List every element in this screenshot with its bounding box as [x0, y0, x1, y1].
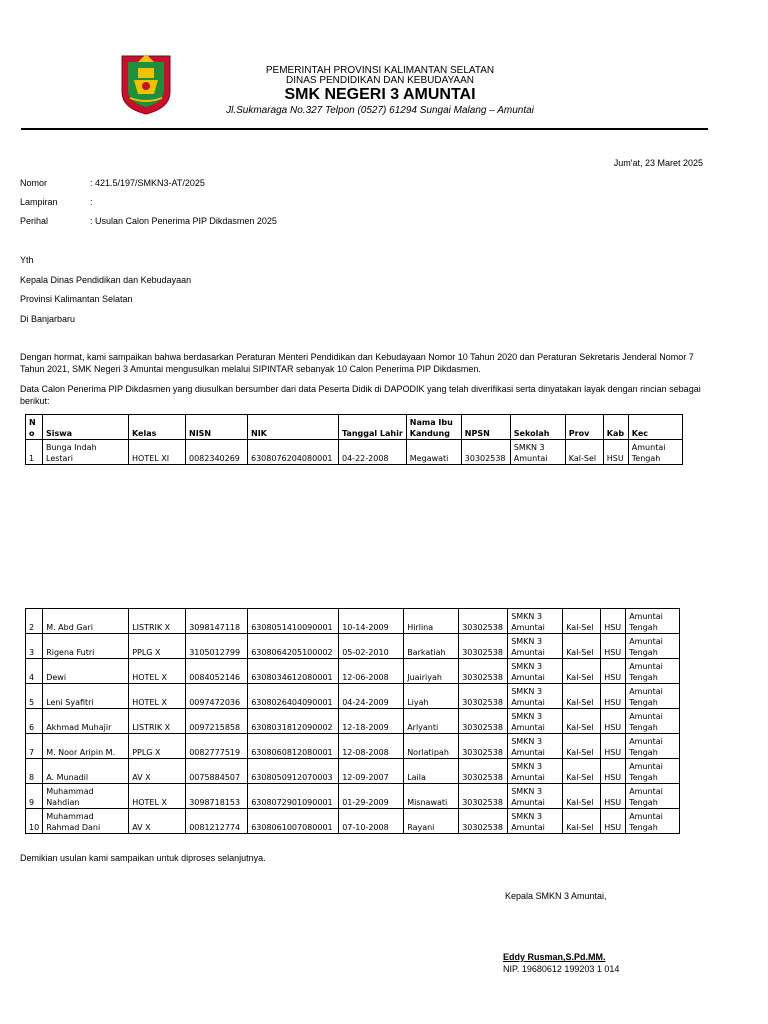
cell-tgl: 10-14-2009: [339, 609, 404, 634]
cell-siswa: Leni Syafitri: [43, 684, 129, 709]
cell-npsn: 30302538: [459, 759, 508, 784]
cell-kelas: LISTRIK X: [129, 609, 186, 634]
letter-date: Jum'at, 23 Maret 2025: [613, 158, 703, 168]
provincial-emblem-logo: [116, 50, 176, 116]
cell-kab: HSU: [601, 809, 626, 834]
cell-kelas: PPLG X: [129, 634, 186, 659]
cell-no: 5: [26, 684, 43, 709]
cell-ibu: Norlatipah: [404, 734, 459, 759]
col-header-kab: Kab: [603, 415, 628, 440]
cell-ibu: Juairiyah: [404, 659, 459, 684]
cell-tgl: 04-24-2009: [339, 684, 404, 709]
school-address: Jl.Sukmaraga No.327 Telpon (0527) 61294 Sungai Malang – Amuntai: [226, 105, 534, 116]
cell-npsn: 30302538: [459, 609, 508, 634]
table-header-row: [26, 415, 683, 440]
cell-siswa: Dewi: [43, 659, 129, 684]
cell-ibu: Hirlina: [404, 609, 459, 634]
cell-ibu: Arlyanti: [404, 709, 459, 734]
cell-npsn: 30302538: [459, 659, 508, 684]
cell-nisn: 3098147118: [186, 609, 248, 634]
col-header-nisn: NISN: [186, 415, 248, 440]
cell-kec: Amuntai Tengah: [628, 440, 682, 465]
cell-prov: Kal-Sel: [563, 684, 601, 709]
gov-line: PEMERINTAH PROVINSI KALIMANTAN SELATAN: [265, 65, 495, 76]
cell-kec: Amuntai Tengah: [626, 784, 680, 809]
col-header-no: N o: [26, 415, 43, 440]
cell-siswa: M. Noor Aripin M.: [43, 734, 129, 759]
cell-kec: Amuntai Tengah: [626, 609, 680, 634]
cell-nisn: 0097472036: [186, 684, 248, 709]
cell-kab: HSU: [601, 634, 626, 659]
cell-kec: Amuntai Tengah: [626, 809, 680, 834]
cell-siswa: Bunga Indah Lestari: [43, 440, 129, 465]
table-row: [26, 759, 680, 784]
cell-siswa: Rigena Futri: [43, 634, 129, 659]
cell-ibu: Liyah: [404, 684, 459, 709]
closing-text: Demikian usulan kami sampaikan untuk diproses selanjutnya.: [20, 853, 266, 863]
cell-kab: HSU: [601, 784, 626, 809]
yth: Yth: [20, 255, 34, 265]
cell-sekolah: SMKN 3 Amuntai: [508, 709, 563, 734]
recipient-line-1: Kepala Dinas Pendidikan dan Kebudayaan: [20, 275, 192, 285]
cell-no: 10: [26, 809, 43, 834]
cell-nisn: 0097215858: [186, 709, 248, 734]
cell-tgl: 12-09-2007: [339, 759, 404, 784]
recipient-line-2: Provinsi Kalimantan Selatan: [20, 294, 133, 304]
table-row: [26, 440, 683, 465]
cell-kab: HSU: [601, 759, 626, 784]
cell-nik: 6308064205100002: [248, 634, 339, 659]
cell-prov: Kal-Sel: [563, 659, 601, 684]
col-header-tgl: Tanggal Lahir: [339, 415, 407, 440]
cell-kab: HSU: [601, 709, 626, 734]
table-row: [26, 659, 680, 684]
cell-kelas: HOTEL XI: [129, 440, 186, 465]
cell-kec: Amuntai Tengah: [626, 659, 680, 684]
cell-tgl: 05-02-2010: [339, 634, 404, 659]
cell-ibu: Megawati: [406, 440, 461, 465]
cell-npsn: 30302538: [461, 440, 510, 465]
recipients-table-page-2: [25, 608, 680, 834]
col-header-kelas: Kelas: [129, 415, 186, 440]
cell-prov: Kal-Sel: [563, 759, 601, 784]
col-header-ibu: Nama Ibu Kandung: [406, 415, 461, 440]
cell-kelas: HOTEL X: [129, 684, 186, 709]
cell-nisn: 0084052146: [186, 659, 248, 684]
table-row: [26, 634, 680, 659]
cell-kab: HSU: [603, 440, 628, 465]
recipients-table-page-1: [25, 414, 683, 465]
cell-nik: 6308076204080001: [248, 440, 339, 465]
cell-npsn: 30302538: [459, 784, 508, 809]
cell-npsn: 30302538: [459, 809, 508, 834]
cell-nik: 6308051410090001: [248, 609, 339, 634]
body-paragraph-2: Data Calon Penerima PIP Dikdasmen yang diusulkan bersumber dari data Peserta Didik di DAPODIK yang telah diverifikasi serta dinyatakan layak dengan rincian sebagai berikut:: [20, 384, 701, 406]
cell-sekolah: SMKN 3 Amuntai: [508, 659, 563, 684]
cell-tgl: 12-06-2008: [339, 659, 404, 684]
cell-siswa: M. Abd Gari: [43, 609, 129, 634]
col-header-prov: Prov: [565, 415, 603, 440]
table-row: [26, 784, 680, 809]
table-row: [26, 709, 680, 734]
cell-kelas: HOTEL X: [129, 659, 186, 684]
cell-nisn: 0082340269: [186, 440, 248, 465]
lampiran-label: Lampiran: [20, 197, 58, 207]
cell-nik: 6308050912070003: [248, 759, 339, 784]
cell-prov: Kal-Sel: [565, 440, 603, 465]
cell-siswa: A. Munadil: [43, 759, 129, 784]
table-row: [26, 734, 680, 759]
table-row: [26, 684, 680, 709]
cell-nik: 6308061007080001: [248, 809, 339, 834]
table-row: [26, 809, 680, 834]
table-row: [26, 609, 680, 634]
cell-sekolah: SMKN 3 Amuntai: [510, 440, 565, 465]
cell-sekolah: SMKN 3 Amuntai: [508, 684, 563, 709]
cell-sekolah: SMKN 3 Amuntai: [508, 809, 563, 834]
signature-name: Eddy Rusman,S.Pd.MM.: [503, 952, 606, 962]
cell-nik: 6308031812090002: [248, 709, 339, 734]
cell-prov: Kal-Sel: [563, 809, 601, 834]
cell-siswa: Akhmad Muhajir: [43, 709, 129, 734]
cell-nik: 6308026404090001: [248, 684, 339, 709]
cell-kec: Amuntai Tengah: [626, 634, 680, 659]
cell-kab: HSU: [601, 684, 626, 709]
cell-kelas: AV X: [129, 759, 186, 784]
cell-tgl: 12-18-2009: [339, 709, 404, 734]
cell-tgl: 07-10-2008: [339, 809, 404, 834]
cell-kab: HSU: [601, 734, 626, 759]
col-header-npsn: NPSN: [461, 415, 510, 440]
cell-no: 3: [26, 634, 43, 659]
cell-no: 6: [26, 709, 43, 734]
cell-prov: Kal-Sel: [563, 709, 601, 734]
cell-prov: Kal-Sel: [563, 784, 601, 809]
cell-ibu: Misnawati: [404, 784, 459, 809]
col-header-siswa: Siswa: [43, 415, 129, 440]
cell-kelas: LISTRIK X: [129, 709, 186, 734]
cell-nisn: 0081212774: [186, 809, 248, 834]
perihal-value: : Usulan Calon Penerima PIP Dikdasmen 2025: [90, 216, 277, 226]
cell-no: 8: [26, 759, 43, 784]
col-header-kec: Kec: [628, 415, 682, 440]
dept-line: DINAS PENDIDIKAN DAN KEBUDAYAAN: [285, 75, 474, 86]
cell-kelas: PPLG X: [129, 734, 186, 759]
cell-nik: 6308060812080001: [248, 734, 339, 759]
cell-npsn: 30302538: [459, 684, 508, 709]
header-divider: [21, 128, 708, 130]
cell-no: 1: [26, 440, 43, 465]
cell-tgl: 01-29-2009: [339, 784, 404, 809]
cell-sekolah: SMKN 3 Amuntai: [508, 784, 563, 809]
cell-ibu: Laila: [404, 759, 459, 784]
cell-kelas: AV X: [129, 809, 186, 834]
signature-title: Kepala SMKN 3 Amuntai,: [505, 891, 607, 901]
cell-siswa: Muhammad Rahmad Dani: [43, 809, 129, 834]
cell-npsn: 30302538: [459, 634, 508, 659]
cell-kec: Amuntai Tengah: [626, 734, 680, 759]
cell-kab: HSU: [601, 659, 626, 684]
cell-nisn: 0082777519: [186, 734, 248, 759]
cell-nik: 6308034612080001: [248, 659, 339, 684]
cell-no: 4: [26, 659, 43, 684]
nomor-value: : 421.5/197/SMKN3-AT/2025: [90, 178, 205, 188]
cell-nik: 6308072901090001: [248, 784, 339, 809]
cell-npsn: 30302538: [459, 709, 508, 734]
cell-sekolah: SMKN 3 Amuntai: [508, 734, 563, 759]
perihal-label: Perihal: [20, 216, 49, 226]
cell-ibu: Rayani: [404, 809, 459, 834]
recipient-line-3: Di Banjarbaru: [20, 314, 76, 324]
cell-no: 2: [26, 609, 43, 634]
cell-kec: Amuntai Tengah: [626, 759, 680, 784]
cell-prov: Kal-Sel: [563, 609, 601, 634]
col-header-nik: NIK: [248, 415, 339, 440]
body-paragraph-1: Dengan hormat, kami sampaikan bahwa berdasarkan Peraturan Menteri Pendidikan dan Kebudayaan Nomor 10 Tahun 2020 dan Peraturan Sekretaris Jenderal Nomor 7 Tahun 2021, SMK Negeri 3 Amuntai mengusulkan melalui SIPINTAR sebanyak 10 Calon Penerima PIP Dikdasmen.: [20, 352, 694, 374]
cell-tgl: 12-08-2008: [339, 734, 404, 759]
signature-nip: NIP. 19680612 199203 1 014: [503, 964, 620, 974]
school-name: SMK NEGERI 3 AMUNTAI: [284, 86, 476, 103]
cell-prov: Kal-Sel: [563, 734, 601, 759]
cell-no: 7: [26, 734, 43, 759]
cell-sekolah: SMKN 3 Amuntai: [508, 634, 563, 659]
nomor-label: Nomor: [20, 178, 48, 188]
cell-kec: Amuntai Tengah: [626, 684, 680, 709]
cell-tgl: 04-22-2008: [339, 440, 407, 465]
lampiran-value: :: [90, 197, 93, 207]
cell-prov: Kal-Sel: [563, 634, 601, 659]
cell-sekolah: SMKN 3 Amuntai: [508, 609, 563, 634]
cell-ibu: Barkatiah: [404, 634, 459, 659]
cell-nisn: 0075884507: [186, 759, 248, 784]
cell-kec: Amuntai Tengah: [626, 709, 680, 734]
cell-nisn: 3105012799: [186, 634, 248, 659]
col-header-sekolah: Sekolah: [510, 415, 565, 440]
cell-npsn: 30302538: [459, 734, 508, 759]
cell-kab: HSU: [601, 609, 626, 634]
cell-kelas: HOTEL X: [129, 784, 186, 809]
cell-nisn: 3098718153: [186, 784, 248, 809]
cell-sekolah: SMKN 3 Amuntai: [508, 759, 563, 784]
cell-siswa: Muhammad Nahdian: [43, 784, 129, 809]
cell-no: 9: [26, 784, 43, 809]
